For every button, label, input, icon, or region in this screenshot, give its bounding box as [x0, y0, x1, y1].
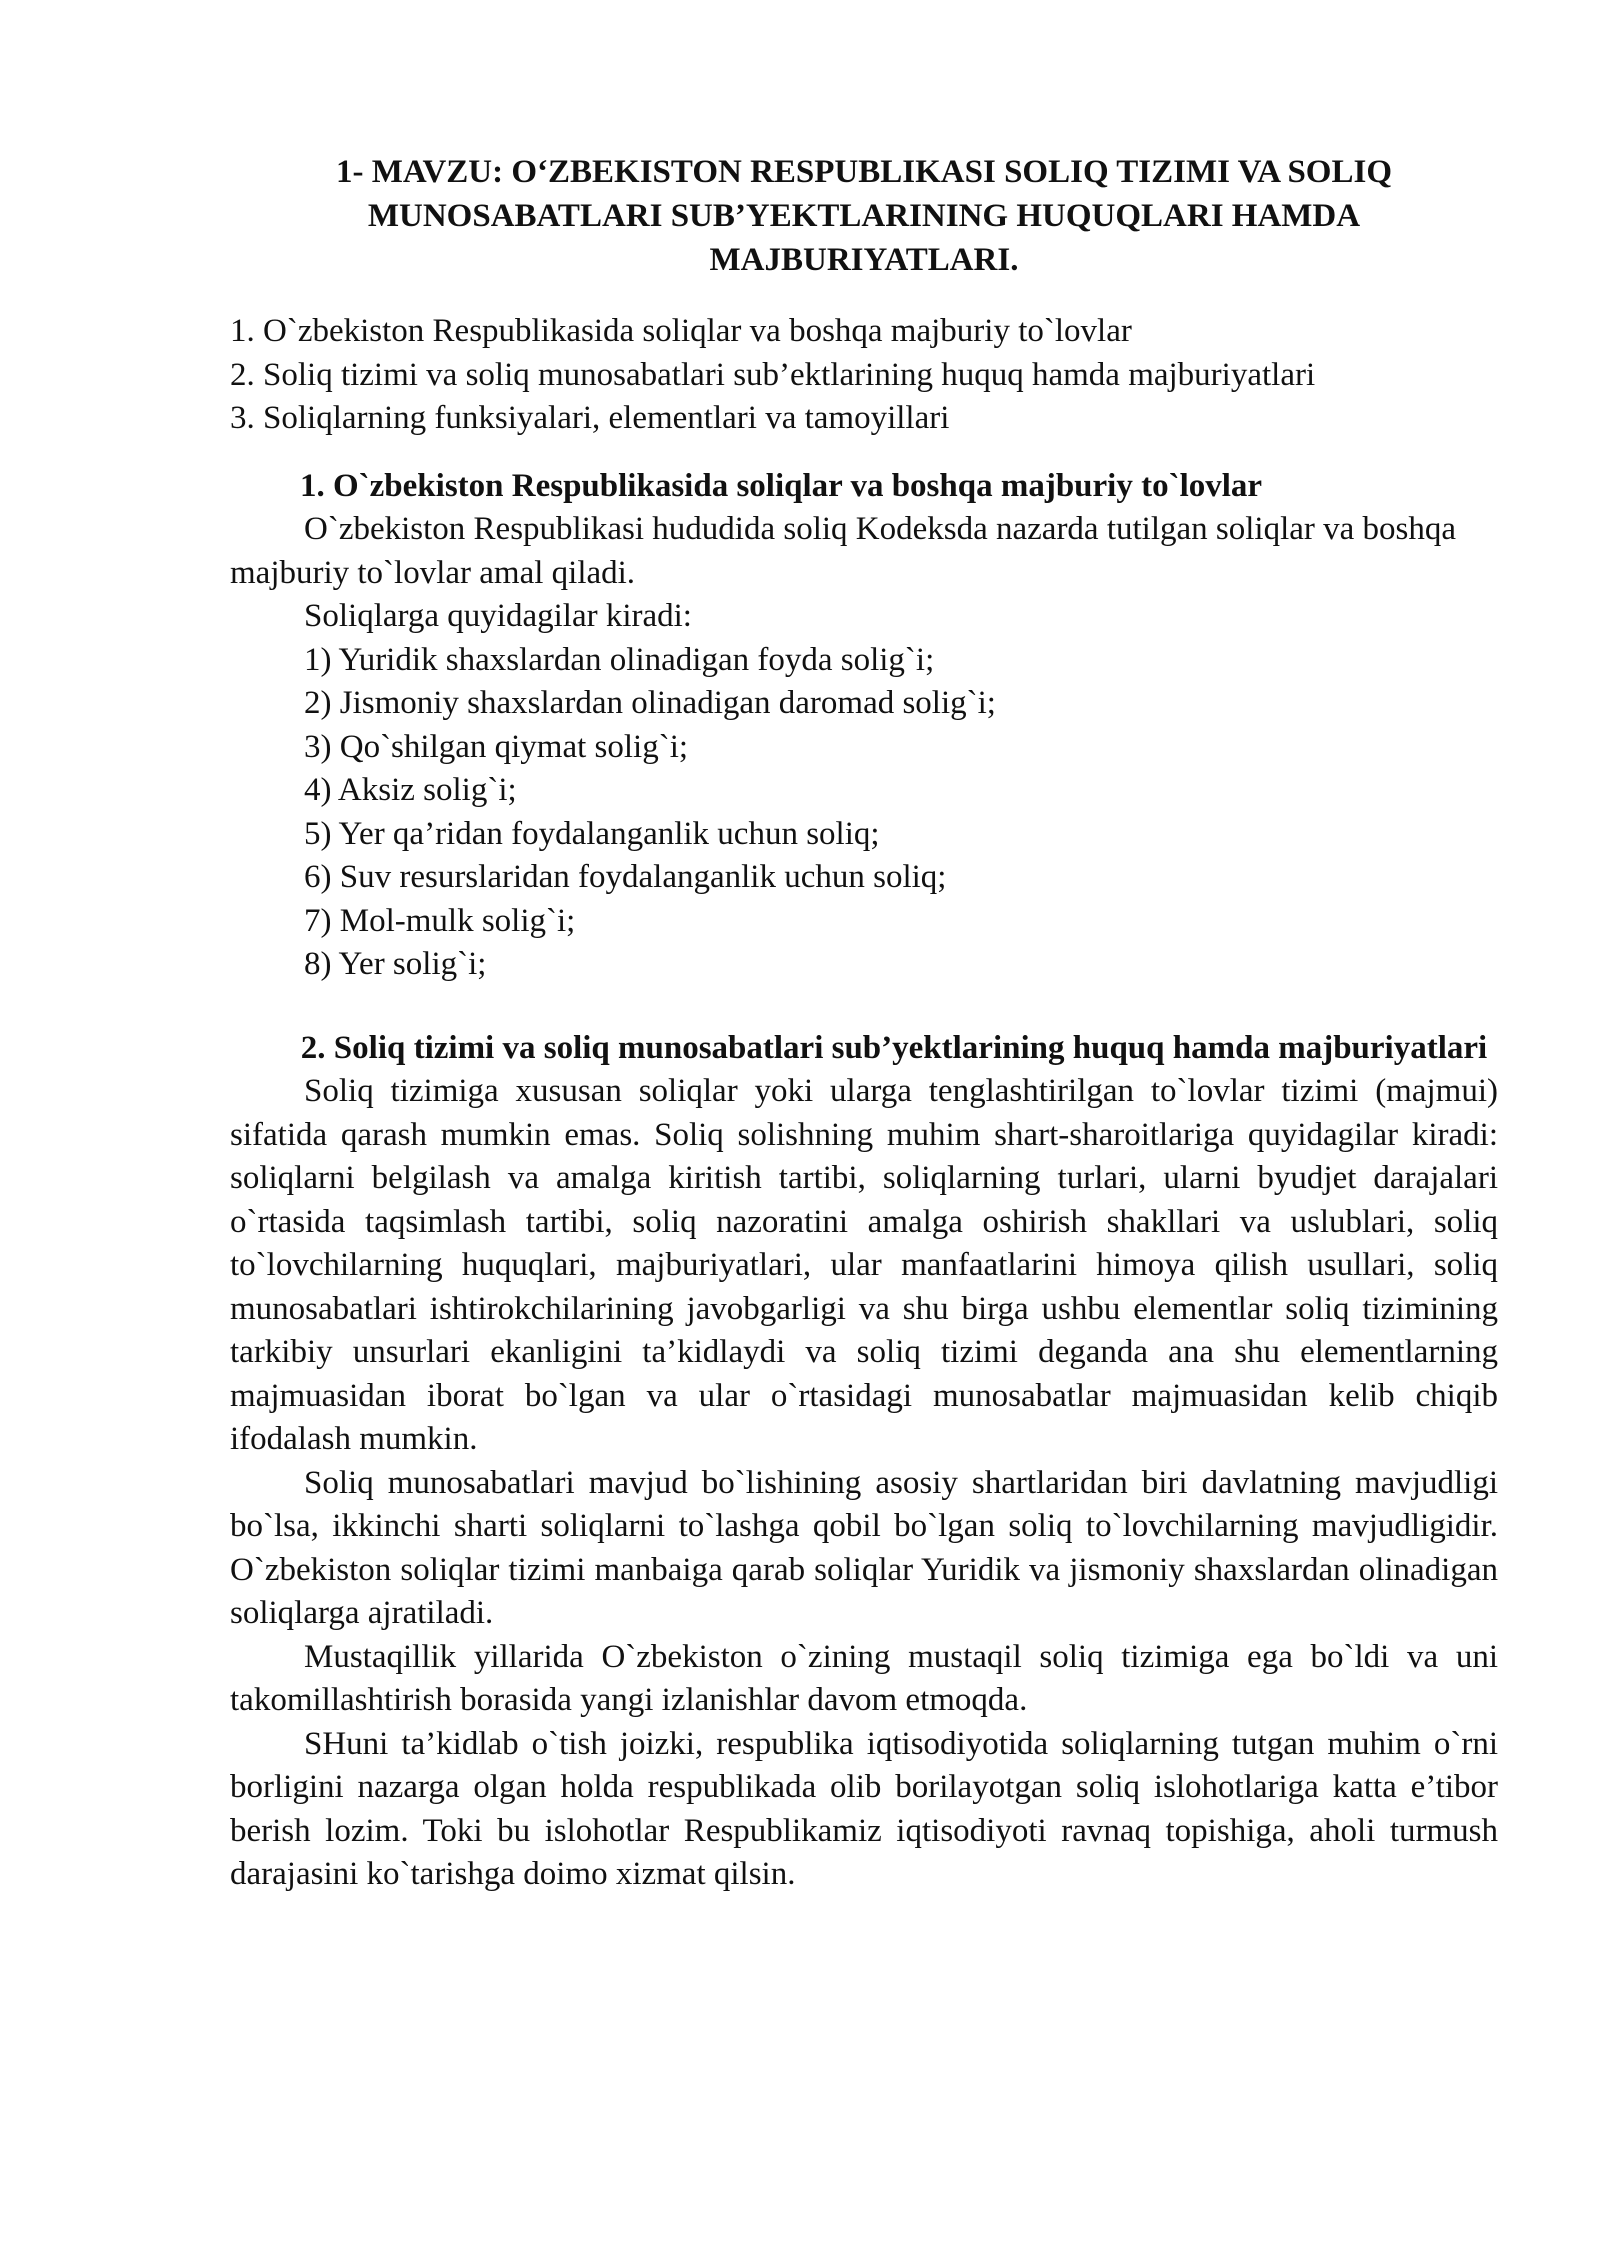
section-2-paragraph: Mustaqillik yillarida O`zbekiston o`zining mustaqil soliq tizimiga ega bo`ldi va uni takomillashtirish borasida yangi izlanishlar davom etmoqda.: [230, 1638, 1498, 1718]
list-item: 1) Yuridik shaxslardan olinadigan foyda solig`i;: [304, 641, 935, 678]
list-item: 2) Jismoniy shaxslardan olinadigan daromad solig`i;: [304, 685, 996, 721]
toc-item: 1. O`zbekiston Respublikasida soliqlar va boshqa majburiy to`lovlar: [230, 313, 1132, 349]
toc-item: 2. Soliq tizimi va soliq munosabatlari sub’ektlarining huquq hamda majburiyatlari: [230, 356, 1316, 393]
list-item: 4) Aksiz solig`i;: [304, 772, 517, 808]
tax-list-intro: Soliqlarga quyidagilar kiradi:: [304, 598, 692, 634]
section-1-heading: 1. O`zbekiston Respublikasida soliqlar va boshqa majburiy to`lovlar: [300, 467, 1263, 504]
table-of-contents: [230, 310, 1498, 441]
list-item: 8) Yer solig`i;: [304, 946, 487, 982]
list-item: 6) Suv resurslaridan foydalanganlik uchun soliq;: [304, 859, 947, 895]
section-2-paragraph: Soliq tizimiga xususan soliqlar yoki ularga tenglashtirilgan to`lovlar tizimi (majmui) sifatida qarash mumkin emas. Soliq solishning muhim shart-sharoitlariga quyidagilar kiradi: soliqlarni belgilash va amalga kiritish tartibi, soliqlarning turlari, ularni byudjet darajalari o`rtasida taqsimlash tartibi, soliq nazoratini amalga oshirish shakllari va uslublari, soliq to`lovchilarning huquqlari, majburiyatlari, ular manfaatlarini himoya qilish usullari, soliq munosabatlari ishtirokchilarining javobgarligi va shu birga ushbu elementlar soliq tizimining tarkibiy unsurlari ekanligini ta’kidlaydi va soliq tizimi deganda ana shu elementlarning majmuasidan iborat bo`lgan va ular o`rtasidagi munosabatlar majmuasidan kelib chiqib ifodalash mumkin.: [230, 1073, 1498, 1457]
toc-item: 3. Soliqlarning funksiyalari, elementlari va tamoyillari: [230, 400, 950, 436]
section-1: [230, 465, 1498, 987]
section-2-paragraph: Soliq munosabatlari mavjud bo`lishining asosiy shartlaridan biri davlatning mavjudligi bo`lsa, ikkinchi sharti soliqlarni to`lashga qobil bo`lgan soliq to`lovchilarning mavjudligidir. O`zbekiston soliqlar tizimi manbaiga qarab soliqlar Yuridik va jismoniy shaxslardan olinadigan soliqlarga ajratiladi.: [230, 1464, 1498, 1631]
section-2-paragraph: SHuni ta’kidlab o`tish joizki, respublika iqtisodiyotida soliqlarning tutgan muhim o`rni borligini nazarga olgan holda respublikada olib borilayotgan soliq islohotlariga katta e’tibor berish lozim. Toki bu islohotlar Respublikamiz iqtisodiyoti ravnaq topishiga, aholi turmush darajasini ko`tarishga doimo xizmat qilsin.: [230, 1725, 1498, 1892]
section-2: [230, 1027, 1498, 1897]
list-item: 7) Mol-mulk solig`i;: [304, 902, 576, 939]
tax-list: [230, 639, 1498, 987]
document-page: [230, 150, 1498, 1897]
list-item: 3) Qo`shilgan qiymat solig`i;: [304, 728, 689, 765]
list-item: 5) Yer qa’ridan foydalanganlik uchun soliq;: [304, 815, 880, 852]
document-title: 1- MAVZU: O‘ZBEKISTON RESPUBLIKASI SOLIQ TIZIMI VA SOLIQ MUNOSABATLARI SUB’YEKTLARINING HUQUQLARI HAMDA MAJBURIYATLARI.: [335, 154, 1393, 278]
section-2-heading: 2. Soliq tizimi va soliq munosabatlari sub’yektlarining huquq hamda majburiyatlari: [300, 1029, 1488, 1066]
section-1-paragraph: O`zbekiston Respublikasi hududida soliq Kodeksda nazarda tutilgan soliqlar va boshqa majburiy to`lovlar amal qiladi.: [230, 511, 1457, 591]
